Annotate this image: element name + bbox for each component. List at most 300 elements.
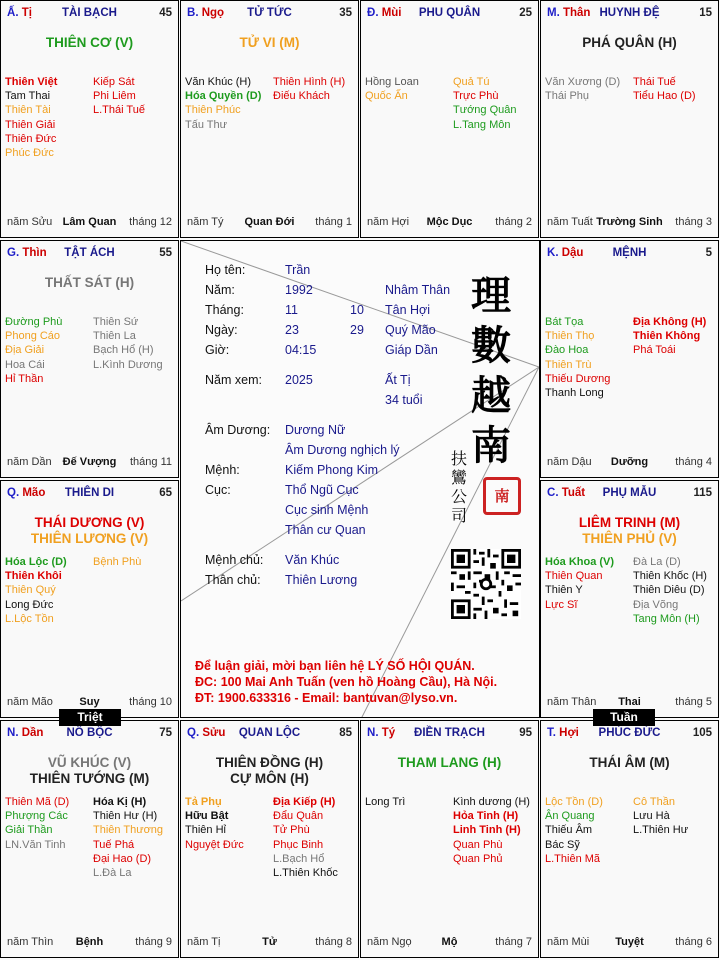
minor-star: Văn Khúc (H) [185,76,252,88]
minor-star: Trực Phù [453,90,499,103]
minor-stars-right [633,75,719,103]
palace-name: PHU QUÂN [418,7,481,19]
seal-char: 南 [494,487,510,505]
palace-footer [7,696,172,710]
palace-stem: N [7,727,16,739]
palace-stage: Quan Đới [244,216,295,228]
minor-stars-right [453,795,539,866]
cuc-value-2: Cục sinh Mệnh [285,503,369,517]
palace-header [547,487,712,503]
minor-star: Thiên Y [545,584,583,597]
minor-star: Đào Hoa [545,344,589,357]
palace-dot: . [15,727,22,739]
nam-xem-label: Năm xem: [205,373,262,387]
palace-stage: Lâm Quan [62,216,117,228]
palace-stage: Mộc Dục [426,216,473,228]
major-stars [541,515,718,547]
palace-dot: . [375,7,382,19]
minor-star: Thiên Quý [5,584,56,597]
palace-year: năm Mão [7,696,53,708]
palace-branch: Thìn [22,247,47,259]
palace-header [547,7,712,23]
minor-stars-left [5,555,91,626]
minor-star: L.Thiên Mã [545,852,601,865]
palace-stage: Mộ [441,936,458,948]
ngay-can-chi: Quý Mão [385,323,436,337]
minor-star: Giải Thần [5,824,53,837]
palace-stem: Q [187,727,196,739]
minor-star: Thiên Không [633,330,701,343]
palace-stem: Q [7,487,16,499]
palace-year: năm Sửu [7,216,53,228]
palace-age: 75 [159,727,172,739]
minor-star: Thiếu Dương [545,372,611,385]
palace-footer [547,936,712,950]
palace-age: 95 [519,727,532,739]
minor-star: Bác Sỹ [545,838,580,851]
minor-star: Nguyệt Đức [185,838,244,851]
palace-age: 15 [699,7,712,19]
minor-star: Thiên La [93,330,136,343]
minor-stars-right [93,75,179,118]
cuc-label: Cục: [205,483,231,497]
minor-star: Quan Phù [453,838,503,851]
palace-name: THIÊN DI [64,487,115,499]
palace-header [7,247,172,263]
palace-stem: G [7,247,16,259]
than-chu-value: Thiên Lương [285,573,358,587]
major-stars [1,755,178,787]
palace-dot: . [556,7,563,19]
palace-branch: Hợi [559,727,579,739]
palace-stem: Ấ [7,7,16,19]
minor-star: L.Thiên Khốc [273,867,338,880]
minor-star: Phi Liêm [93,90,136,103]
minor-star: Lưu Hà [633,810,670,823]
minor-star: Hóa Quyền (D) [185,90,262,103]
minor-star: L.Lộc Tồn [5,612,54,625]
palace-age: 105 [692,727,712,739]
palace-header [187,7,352,23]
minor-star: Linh Tinh (H) [453,824,521,837]
thang-value: 11 [285,303,298,317]
minor-star: Thiên Hư (H) [93,810,158,823]
palace-stage: Thai [618,696,641,708]
minor-stars-left [545,315,631,400]
minor-star: Thiên Hình (H) [273,76,346,88]
triet-badge: Triệt [59,709,121,726]
palace-age: 115 [693,487,712,499]
thang-am: 10 [350,303,364,317]
nam-label: Năm: [205,283,235,297]
major-stars [181,35,358,51]
major-star: THIÊN TƯỚNG (M) [29,771,150,786]
major-star: TỬ VI (M) [239,35,300,50]
palace-header [547,247,712,263]
palace-name: TẬT ÁCH [64,247,115,259]
minor-star: Hồng Loan [365,76,419,88]
minor-stars-left [5,75,91,160]
minor-star: Thiên Phúc [185,104,241,117]
palace-year: năm Thìn [7,936,54,948]
minor-star: L.Thiên Hư [633,824,689,837]
major-stars [1,275,178,291]
than-chu-label: Thân chủ: [205,573,261,587]
minor-star: Thiên Thọ [545,330,595,343]
major-star: THIÊN LƯƠNG (V) [30,531,149,546]
minor-star: Ân Quang [545,810,595,823]
menh-chu-label: Mệnh chủ: [205,553,264,567]
palace-stage: Bệnh [75,936,104,948]
thang-can-chi: Tân Hợi [385,303,431,317]
minor-star: Thiên Mã (D) [5,796,70,808]
minor-star: Thiên Giải [5,118,56,131]
palace-stem: K [547,247,556,259]
palace-stage: Trường Sinh [596,216,663,228]
minor-star: Bệnh Phù [93,556,142,568]
palace-stem: B [187,7,196,19]
major-stars [181,755,358,787]
ho-ten-label: Họ tên: [205,263,246,277]
minor-star: Hoa Cái [5,358,45,371]
palace-month: tháng 12 [129,216,172,228]
palace-name: TÀI BẠCH [62,7,117,19]
calligraphy-char-1: 理 [471,272,511,319]
palace-dot: . [555,487,562,499]
menh-label: Mệnh: [205,463,240,477]
minor-stars-left [5,315,91,386]
palace-branch: Ngọ [201,7,225,19]
minor-stars-right [93,795,179,880]
contact-line-2: ĐC: 100 Mai Anh Tuấn (ven hồ Hoàng Cầu), Hà Nội. [195,675,498,689]
minor-stars-right [633,795,719,838]
minor-star: Tam Thai [5,90,51,103]
palace-name: MỆNH [612,247,647,259]
minor-star: Thái Phụ [545,90,590,103]
palace-name: ĐIỀN TRẠCH [414,727,485,739]
palace-branch: Dần [21,727,44,739]
ho-ten-value: Trần [285,263,311,277]
cuc-value: Thổ Ngũ Cục [285,483,359,497]
palace-footer [547,696,712,710]
minor-star: Lộc Tồn (D) [545,796,603,808]
minor-star: L.Kình Dương [93,358,163,371]
palace-month: tháng 6 [675,936,712,948]
palace-month: tháng 9 [135,936,172,948]
palace-month: tháng 8 [315,936,352,948]
palace-stage: Suy [79,696,100,708]
palace-name: TỬ TỨC [247,7,292,19]
minor-stars-right [633,555,719,626]
major-star: THÁI ÂM (M) [589,755,670,770]
palace-footer [187,936,352,950]
palace-cell-than[interactable] [540,0,719,238]
palace-footer [7,456,172,470]
minor-stars-left [545,795,631,866]
palace-stem: Đ [367,7,376,19]
palace-footer [547,216,712,230]
palace-year: năm Ngọ [367,936,412,948]
palace-stage: Tuyệt [615,936,644,948]
palace-stage: Đế Vượng [62,456,117,468]
palace-footer [367,216,532,230]
minor-star: Phượng Các [5,810,68,823]
cuc-value-3: Thân cư Quan [285,523,366,537]
minor-star: Thanh Long [545,387,604,400]
palace-age: 35 [339,7,352,19]
palace-age: 65 [159,487,172,499]
minor-star: Bát Tọa [545,316,584,328]
minor-stars-left [5,795,91,852]
minor-star: Phá Toái [633,344,676,357]
minor-star: Thiên Tài [5,104,51,117]
minor-stars-left [545,75,631,103]
palace-branch: Dậu [561,247,584,259]
minor-stars-right [93,315,179,372]
palace-branch: Tuất [561,487,586,499]
minor-star: Thiên Quan [545,570,603,583]
palace-header [7,7,172,23]
minor-star: Điếu Khách [273,90,330,103]
palace-cell-mao[interactable] [0,480,179,718]
minor-star: Phong Cáo [5,330,61,343]
minor-star: Đường Phù [5,316,63,328]
minor-star: Thiên Hỉ [185,824,226,837]
palace-year: năm Dần [7,456,52,468]
minor-star: L.Đà La [93,867,132,880]
minor-star: Hóa Lộc (D) [5,556,67,568]
palace-dot: . [15,7,22,19]
palace-month: tháng 5 [675,696,712,708]
minor-star: Đại Hao (D) [93,852,152,865]
palace-year: năm Tý [187,216,224,228]
minor-star: L.Bạch Hổ [273,852,325,865]
palace-branch: Sửu [202,727,226,739]
center-info-panel [180,240,540,718]
minor-star: Quan Phủ [453,852,503,865]
minor-star: Quốc Ấn [365,90,408,103]
palace-name: HUYNH ĐỆ [599,7,660,19]
major-stars [361,755,538,771]
palace-dot: . [15,487,23,499]
palace-month: tháng 4 [675,456,712,468]
minor-star: Thiếu Âm [545,824,593,837]
ngay-label: Ngày: [205,323,238,337]
major-stars [1,515,178,547]
palace-year: năm Thân [547,696,597,708]
palace-cell-mui[interactable] [360,0,539,238]
palace-month: tháng 1 [315,216,352,228]
minor-star: Đẩu Quân [273,810,324,823]
minor-stars-right [93,555,179,569]
palace-age: 25 [519,7,532,19]
minor-star: L.Thái Tuế [93,104,145,117]
palace-header [187,727,352,743]
minor-star: Long Trì [365,796,406,808]
minor-star: Thiên Khôi [5,570,62,583]
palace-header [7,487,172,503]
minor-star: Tấu Thư [185,118,228,131]
minor-star: Thiên Sứ [93,316,139,328]
major-star: THAM LANG (H) [397,755,502,770]
qr-code-icon[interactable] [451,549,521,619]
palace-month: tháng 10 [129,696,172,708]
minor-star: Địa Giải [5,344,45,357]
minor-star: Hữu Bật [185,810,229,823]
minor-star: Hóa Kị (H) [93,796,147,808]
major-stars [541,755,718,771]
palace-month: tháng 11 [129,456,172,468]
minor-star: Tả Phụ [185,796,222,808]
major-star: THÁI DƯƠNG (V) [34,515,145,530]
minor-stars-right [453,75,539,132]
palace-name: QUAN LỘC [238,727,301,739]
minor-star: Hỉ Thần [5,372,44,385]
minor-star: Phục Binh [273,838,324,851]
palace-header [367,7,532,23]
palace-month: tháng 3 [675,216,712,228]
minor-stars-right [633,315,719,358]
sub-char-4: 司 [451,506,468,525]
minor-star: Thiên Khốc (H) [633,570,707,583]
ngay-am: 29 [350,323,364,337]
palace-cell-ty[interactable] [0,0,179,238]
major-star: VŨ KHÚC (V) [47,755,132,770]
minor-stars-left [365,75,451,103]
palace-dot: . [555,247,562,259]
palace-cell-hoi[interactable] [540,720,719,958]
palace-cell-dau[interactable] [540,240,719,478]
sub-char-3: 公 [451,487,468,506]
sub-char-2: 鸞 [451,468,468,487]
palace-branch: Mùi [381,7,402,19]
minor-star: Thiên Đức [5,132,57,145]
minor-stars-left [185,795,271,852]
minor-star: Quả Tú [453,76,490,88]
palace-branch: Thân [562,7,591,19]
major-star: CỰ MÔN (H) [230,771,309,786]
palace-name: PHÚC ĐỨC [598,727,661,739]
minor-star: Hóa Khoa (V) [545,556,615,568]
gio-value: 04:15 [285,343,317,357]
nam-xem-value: 2025 [285,373,313,387]
palace-dot: . [15,247,23,259]
menh-value: Kiếm Phong Kim [285,463,379,477]
minor-stars-right [273,795,359,880]
minor-stars-left [545,555,631,612]
ngay-value: 23 [285,323,299,337]
palace-age: 55 [159,247,172,259]
palace-age: 5 [705,247,712,259]
nam-can-chi: Nhâm Thân [385,283,451,297]
minor-star: Thiên Diêu (D) [633,584,705,597]
minor-stars-left [365,795,451,809]
minor-star: Thiên Việt [5,76,58,88]
calligraphy-char-3: 越 [471,372,511,419]
minor-star: Bạch Hổ (H) [93,344,154,357]
minor-star: Tướng Quân [453,104,517,117]
calligraphy-char-2: 數 [471,322,511,369]
palace-cell-ti[interactable] [360,720,539,958]
minor-star: Kiếp Sát [93,76,135,88]
palace-cell-suu[interactable] [180,720,359,958]
minor-stars-left [185,75,271,132]
palace-cell-ngo[interactable] [180,0,359,238]
palace-cell-thin[interactable] [0,240,179,478]
palace-footer [7,216,172,230]
major-star: THIÊN ĐỒNG (H) [215,755,324,770]
minor-star: Tang Môn (H) [633,612,700,625]
palace-cell-tuat[interactable] [540,480,719,718]
major-stars [1,35,178,51]
major-star: THIÊN PHỦ (V) [582,531,677,546]
major-star: LIÊM TRINH (M) [578,515,681,530]
palace-year: năm Dậu [547,456,592,468]
minor-stars-right [273,75,359,103]
contact-line-3: ĐT: 1900.633316 - Email: bantuvan@lyso.vn. [195,691,458,705]
tuoi-value: 34 tuổi [385,393,423,407]
gio-can-chi: Giáp Dần [385,343,438,357]
minor-star: Long Đức [5,598,54,611]
major-star: PHÁ QUÂN (H) [582,35,677,50]
palace-header [367,727,532,743]
minor-star: Thiên Thương [93,824,164,837]
minor-star: Thiên Trù [545,358,592,371]
palace-branch: Mão [22,487,46,499]
palace-header [7,727,172,743]
minor-star: Địa Kiếp (H) [273,796,336,808]
am-duong-value-2: Âm Dương nghịch lý [285,443,400,457]
menh-chu-value: Văn Khúc [285,553,340,567]
major-star: THẤT SÁT (H) [44,275,135,290]
minor-star: Cô Thần [633,796,675,808]
nam-value: 1992 [285,283,313,297]
minor-star: Lực Sĩ [545,598,578,611]
thang-label: Tháng: [205,303,244,317]
palace-year: năm Hợi [367,216,410,228]
palace-name: PHỤ MẪU [602,487,657,499]
palace-age: 45 [159,7,172,19]
palace-footer [367,936,532,950]
palace-stem: M [547,7,557,19]
palace-month: tháng 2 [495,216,532,228]
palace-year: năm Mùi [547,936,590,948]
minor-star: Hỏa Tinh (H) [453,810,519,823]
palace-branch: Tý [381,727,396,739]
palace-stem: N [367,727,376,739]
am-duong-value: Dương Nữ [285,423,346,437]
palace-stem: T [547,727,553,739]
palace-month: tháng 7 [495,936,532,948]
am-duong-label: Âm Dương: [205,423,271,437]
palace-footer [187,216,352,230]
palace-stage: Dưỡng [610,456,649,468]
minor-star: Đà La (D) [633,556,681,568]
contact-line-1: Để luận giải, mời bạn liên hệ LÝ SỐ HỘI QUÁN. [195,659,475,673]
major-star: THIÊN CƠ (V) [45,35,134,50]
minor-star: L.Tang Môn [453,118,511,131]
palace-age: 85 [339,727,352,739]
sub-char-1: 扶 [451,449,468,468]
gio-label: Giờ: [205,343,230,357]
palace-branch: Tị [21,7,32,19]
palace-stage: Tử [262,936,277,948]
palace-cell-dan[interactable] [0,720,179,958]
palace-dot: . [195,727,203,739]
palace-footer [547,456,712,470]
palace-footer [7,936,172,950]
palace-header [547,727,712,743]
